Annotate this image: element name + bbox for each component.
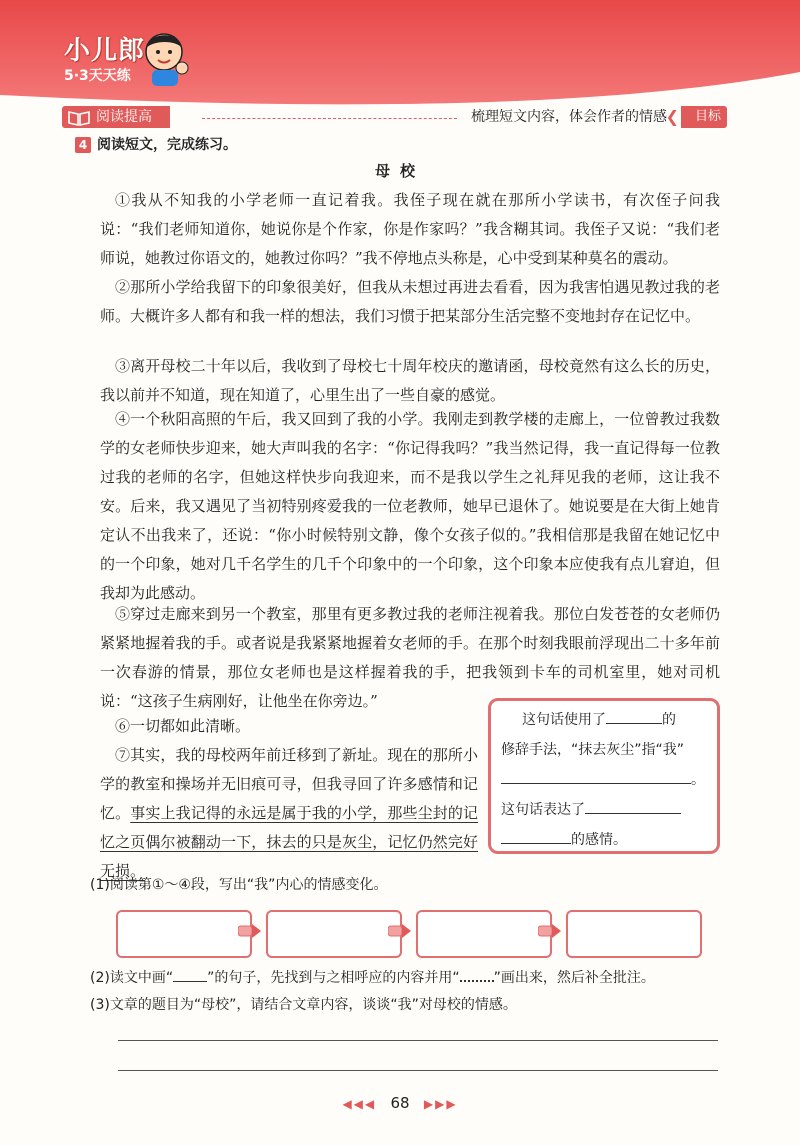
note-line1: 这句话使用了 (522, 712, 606, 728)
note-blank-2[interactable] (501, 769, 691, 784)
answer-box-2[interactable] (266, 910, 402, 958)
question-2-part-b: ”的句子，先找到与之相呼应的内容并用“ (207, 970, 460, 986)
brand-logo (64, 30, 145, 85)
left-arrows-icon: ◀◀◀ (342, 1097, 377, 1111)
note-line5-end: 的感情。 (571, 832, 627, 848)
book-icon (68, 110, 90, 126)
note-line1-end: 的 (662, 712, 676, 728)
section-bar (62, 104, 727, 132)
paragraph-6: ⑥一切都如此清晰。 (115, 717, 251, 735)
question-1: (1)阅读第①～④段，写出“我”内心的情感变化。 (90, 877, 388, 893)
goal-arrow-icon: ❮ (665, 107, 679, 126)
page-footer (0, 1094, 800, 1112)
paragraph-7-text: ⑦其实，我的母校两年前迁移到了新址。现在的那所小学的教室和操场并无旧痕可寻，但我寻回了许多感情和记忆。 (100, 746, 478, 822)
note-blank-4[interactable] (501, 829, 571, 844)
arrow-right-icon (238, 922, 262, 940)
brand-subtitle: 5·3天天练 (64, 68, 131, 84)
straight-line-sample (173, 967, 207, 982)
paragraph-1: ①我从不知我的小学老师一直记着我。我侄子现在就在那所小学读书，有次侄子问我说：“我们老师知道你，她说你是个作家，你是作家吗？”我含糊其词。我侄子又说：“我们老师说，她教过你语文的，她教过你吗？”我不停地点头称是，心中受到某种莫名的震动。 (100, 191, 720, 267)
section-tag (62, 106, 170, 128)
note-line3-end: 。 (691, 772, 705, 788)
arrow-right-icon (538, 922, 562, 940)
paragraph-7 (100, 741, 478, 886)
question-number: 4 (75, 137, 91, 153)
page-number: 68 (390, 1094, 410, 1112)
paragraph-4: ④一个秋阳高照的午后，我又回到了我的小学。我刚走到教学楼的走廊上，一位曾教过我数学的女老师快步迎来，她大声叫我的名字：“你记得我吗？”我当然记得，我一直记得每一位教过我的老师的名字，但她这样快步向我迎来，而不是我以学生之礼拜见我的老师，这让我不安。后来，我又遇见了当初特别疼爱我的一位老教师，她早已退休了。她说要是在大街上她肯定认不出我来了，还说：“你小时候特别文静，像个女孩子似的。”我相信那是我留在她记忆中的一个印象，她对几千名学生的几千个印象中的一个印象，这个印象本应使我有点儿窘迫，但我却为此感动。 (100, 410, 720, 602)
passage-title: 母校 (374, 162, 425, 180)
answer-line-1[interactable] (118, 1040, 718, 1041)
brand-name: 小儿郎 (64, 36, 146, 66)
section-tag-label: 阅读提高 (96, 109, 152, 125)
paragraph-7-marked-sentence: 事实上我记得的永远是属于我的小学，那些尘封的记忆之页偶尔被翻动一下，抹去的只是灰尘，记忆仍然完好无损。 (100, 804, 478, 880)
arrow-right-icon (388, 922, 412, 940)
note-line2: 修辞手法，“抹去灰尘”指“我” (501, 742, 685, 758)
question-heading (75, 134, 237, 154)
right-arrows-icon: ▶▶▶ (423, 1097, 458, 1111)
answer-box-4[interactable] (566, 910, 702, 958)
answer-line-2[interactable] (118, 1070, 718, 1071)
section-divider (202, 118, 457, 119)
question-2-part-c: ”画出来，然后补全批注。 (493, 970, 655, 986)
question-2-part-a: (2)读文中画“ (90, 970, 174, 986)
goal-badge: 目标 (681, 106, 727, 128)
question-instruction: 阅读短文，完成练习。 (97, 137, 237, 153)
goal-text: 梳理短文内容，体会作者的情感 (471, 109, 667, 125)
paragraph-2: ②那所小学给我留下的印象很美好，但我从未想过再进去看看，因为我害怕遇见教过我的老师。大概许多人都有和我一样的想法，我们习惯于把某部分生活完整不变地封存在记忆中。 (100, 278, 720, 325)
answer-box-1[interactable] (116, 910, 252, 958)
note-blank-3[interactable] (585, 799, 681, 814)
paragraph-3: ③离开母校二十年以后，我收到了母校七十周年校庆的邀请函，母校竟然有这么长的历史，我以前并不知道，现在知道了，心里生出了一些自豪的感觉。 (100, 357, 720, 404)
question-2 (90, 966, 655, 987)
note-blank-1[interactable] (606, 709, 662, 724)
wavy-line-sample (460, 966, 494, 982)
note-line4: 这句话表达了 (501, 802, 585, 818)
answer-box-3[interactable] (416, 910, 552, 958)
question-3: (3)文章的题目为“母校”，请结合文章内容，谈谈“我”对母校的情感。 (90, 997, 517, 1013)
annotation-box (488, 698, 720, 854)
mascot-icon (140, 28, 192, 88)
paragraph-5: ⑤穿过走廊来到另一个教室，那里有更多教过我的老师注视着我。那位白发苍苍的女老师仍紧紧地握着我的手。或者说是我紧紧地握着女老师的手。在那个时刻我眼前浮现出二十多年前一次春游的情景，那位女老师也是这样握着我的手，把我领到卡车的司机室里，她对司机说：“这孩子生病刚好，让他坐在你旁边。” (100, 605, 720, 710)
